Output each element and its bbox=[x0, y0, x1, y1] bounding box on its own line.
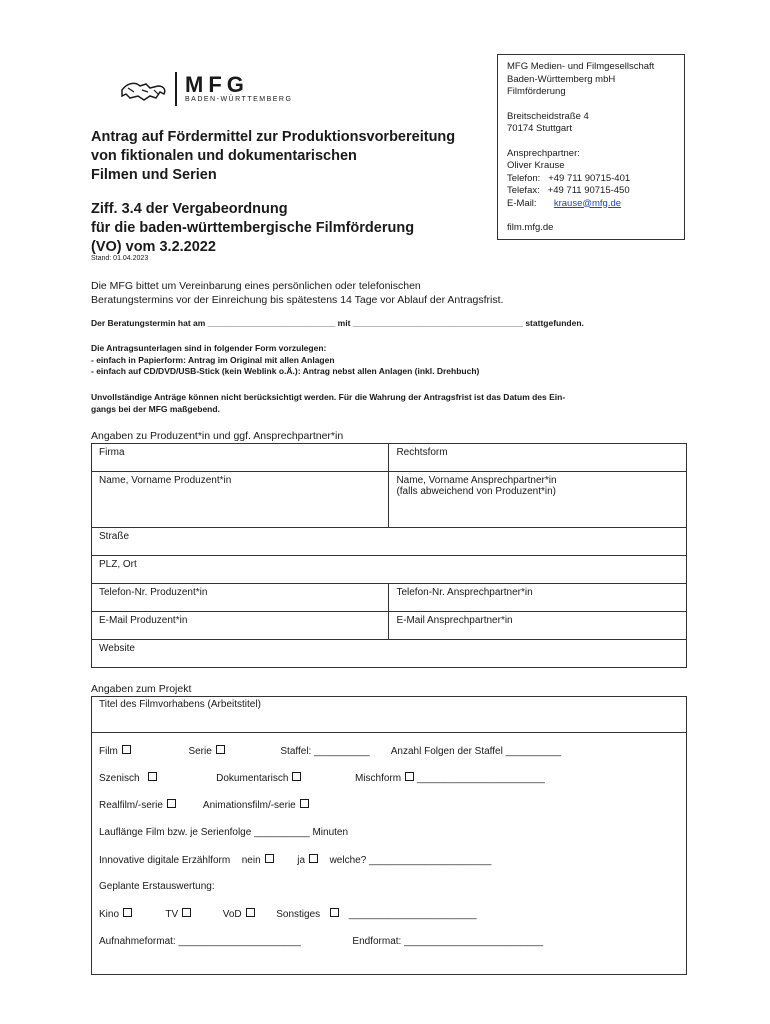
serie-label: Serie bbox=[188, 746, 212, 757]
form-subtitle bbox=[91, 200, 491, 257]
staffel-field[interactable]: Staffel: __________ bbox=[280, 746, 370, 757]
mail-ansprechpartner-field[interactable] bbox=[389, 612, 687, 640]
tel-produzent-field[interactable] bbox=[92, 584, 389, 612]
tv-label: TV bbox=[165, 909, 179, 920]
erstauswertung-label: Geplante Erstauswertung: bbox=[99, 881, 215, 892]
sonstiges-field[interactable]: _______________________ bbox=[348, 909, 477, 920]
org-line-3: Filmförderung bbox=[507, 86, 566, 97]
title-line-3: Filmen und Serien bbox=[91, 167, 217, 183]
form-title bbox=[91, 128, 491, 185]
intro-line-2: Beratungstermins vor der Einreichung bis spätestens 14 Tage vor Ablauf der Antragsfrist. bbox=[91, 294, 504, 306]
formate-row bbox=[99, 936, 543, 947]
strasse-field[interactable] bbox=[92, 528, 687, 556]
email-row bbox=[507, 198, 675, 211]
vod-label: VoD bbox=[222, 909, 242, 920]
vod-checkbox[interactable] bbox=[246, 908, 255, 917]
title-line-1: Antrag auf Fördermittel zur Produktionsvorbereitung bbox=[91, 129, 456, 145]
realfilm-label: Realfilm/-serie bbox=[99, 800, 163, 811]
nein-checkbox[interactable] bbox=[265, 854, 274, 863]
contact-name: Oliver Krause bbox=[507, 160, 565, 171]
welche-field[interactable]: welche? ______________________ bbox=[329, 855, 492, 866]
logo-mfg: MFG bbox=[185, 72, 249, 97]
kino-checkbox[interactable] bbox=[123, 908, 132, 917]
unvoll-line-2: gangs bei der MFG maßgebend. bbox=[91, 404, 220, 414]
email-label: E-Mail: bbox=[507, 197, 537, 209]
mfg-logo bbox=[120, 72, 320, 108]
produzent-heading: Angaben zu Produzent*in und ggf. Ansprechpartner*in bbox=[91, 430, 344, 442]
phone: Telefon: +49 711 90715-401 bbox=[507, 172, 631, 184]
projekt-heading: Angaben zum Projekt bbox=[91, 683, 192, 695]
sonstiges-checkbox[interactable] bbox=[330, 908, 339, 917]
name-produzent-field[interactable] bbox=[92, 472, 389, 528]
innovativ-row bbox=[99, 854, 491, 866]
strasse-label: Straße bbox=[99, 531, 130, 542]
format-row bbox=[99, 745, 561, 757]
name-produzent-label: Name, Vorname Produzent*in bbox=[99, 475, 232, 486]
website[interactable]: film.mfg.de bbox=[507, 222, 554, 233]
laufzeit-field[interactable]: Lauflänge Film bzw. je Serienfolge __________ Minuten bbox=[99, 827, 349, 838]
misch-label: Mischform bbox=[354, 773, 402, 784]
animation-checkbox[interactable] bbox=[300, 799, 309, 808]
mail-produzent-field[interactable] bbox=[92, 612, 389, 640]
misch-field[interactable]: _______________________ bbox=[416, 773, 545, 784]
tel-ansprechpartner-label: Telefon-Nr. Ansprechpartner*in bbox=[396, 587, 533, 598]
unterlagen-line-2: - einfach in Papierform: Antrag im Original mit allen Anlagen bbox=[91, 354, 335, 365]
firma-field[interactable] bbox=[92, 444, 389, 472]
folgen-field[interactable]: Anzahl Folgen der Staffel __________ bbox=[390, 746, 562, 757]
animation-label: Animationsfilm/-serie bbox=[202, 800, 296, 811]
produzent-table bbox=[91, 443, 687, 668]
rechtsform-field[interactable] bbox=[389, 444, 687, 472]
szenisch-label: Szenisch bbox=[99, 773, 140, 784]
unvoll-line-1: Unvollständige Anträge können nicht berücksichtigt werden. Für die Wahrung der Antragsfrist ist das Datum des Ein- bbox=[91, 392, 566, 402]
plz-field[interactable] bbox=[92, 556, 687, 584]
stand-date: Stand: 01.04.2023 bbox=[91, 255, 149, 262]
city: 70174 Stuttgart bbox=[507, 123, 572, 134]
aufnahmeformat-field[interactable]: Aufnahmeformat: ______________________ bbox=[99, 936, 301, 947]
email-link[interactable]: krause@mfg.de bbox=[553, 197, 622, 209]
firma-label: Firma bbox=[99, 447, 125, 458]
name-ansprechpartner-label: Name, Vorname Ansprechpartner*in bbox=[396, 475, 557, 486]
projekt-divider bbox=[92, 732, 686, 733]
website-label: Website bbox=[99, 643, 135, 654]
lion-icon bbox=[120, 76, 168, 106]
logo-divider bbox=[175, 72, 177, 106]
serie-checkbox[interactable] bbox=[216, 745, 225, 754]
fax: Telefax: +49 711 90715-450 bbox=[507, 185, 630, 196]
beratungstermin-line[interactable]: Der Beratungstermin hat am ___________________________ mit ____________________________________ stattgefunden. bbox=[91, 318, 584, 328]
website-field[interactable] bbox=[92, 640, 687, 668]
name-ansprechpartner-field[interactable] bbox=[389, 472, 687, 528]
innovativ-label: Innovative digitale Erzählform bbox=[99, 855, 231, 866]
plz-label: PLZ, Ort bbox=[99, 559, 137, 570]
logo-region: BADEN-WÜRTTEMBERG bbox=[185, 96, 293, 103]
unterlagen-line-3: - einfach auf CD/DVD/USB-Stick (kein Weblink o.Ä.): Antrag nebst allen Anlagen (inkl. Drehbuch) bbox=[91, 366, 480, 376]
intro-line-1: Die MFG bittet um Vereinbarung eines persönlichen oder telefonischen bbox=[91, 280, 421, 292]
unvollstaendig-info bbox=[91, 391, 681, 415]
film-checkbox[interactable] bbox=[122, 745, 131, 754]
realfilm-checkbox[interactable] bbox=[167, 799, 176, 808]
doku-checkbox[interactable] bbox=[292, 772, 301, 781]
org-line-1: MFG Medien- und Filmgesellschaft bbox=[507, 61, 655, 72]
auswertung-row bbox=[99, 908, 477, 920]
endformat-field[interactable]: Endformat: _________________________ bbox=[352, 936, 544, 947]
rechtsform-label: Rechtsform bbox=[396, 447, 448, 458]
tv-checkbox[interactable] bbox=[182, 908, 191, 917]
antragsunterlagen-info bbox=[91, 343, 691, 378]
address-box bbox=[497, 54, 685, 240]
tel-ansprechpartner-field[interactable] bbox=[389, 584, 687, 612]
ja-checkbox[interactable] bbox=[309, 854, 318, 863]
org-line-2: Baden-Württemberg mbH bbox=[507, 73, 616, 85]
subtitle-line-1: Ziff. 3.4 der Vergabeordnung bbox=[91, 201, 288, 217]
titel-field[interactable]: Titel des Filmvorhabens (Arbeitstitel) bbox=[99, 699, 261, 710]
name-ansprechpartner-note: (falls abweichend von Produzent*in) bbox=[396, 486, 556, 497]
intro-text bbox=[91, 279, 691, 307]
projekt-box bbox=[91, 696, 687, 975]
art-row bbox=[99, 799, 309, 811]
mail-ansprechpartner-label: E-Mail Ansprechpartner*in bbox=[396, 615, 513, 626]
szenisch-checkbox[interactable] bbox=[148, 772, 157, 781]
misch-checkbox[interactable] bbox=[405, 772, 414, 781]
film-label: Film bbox=[99, 746, 118, 757]
subtitle-line-3: (VO) vom 3.2.2022 bbox=[91, 239, 216, 255]
contact-label: Ansprechpartner: bbox=[507, 147, 580, 159]
kino-label: Kino bbox=[99, 909, 120, 920]
nein-label: nein bbox=[241, 855, 261, 866]
subtitle-line-2: für die baden-württembergische Filmförderung bbox=[91, 220, 415, 236]
doku-label: Dokumentarisch bbox=[216, 773, 289, 784]
mail-produzent-label: E-Mail Produzent*in bbox=[99, 615, 188, 626]
sonstiges-label: Sonstiges bbox=[276, 909, 321, 920]
genre-row bbox=[99, 772, 545, 784]
tel-produzent-label: Telefon-Nr. Produzent*in bbox=[99, 587, 208, 598]
unterlagen-line-1: Die Antragsunterlagen sind in folgender Form vorzulegen: bbox=[91, 343, 327, 353]
ja-label: ja bbox=[297, 855, 306, 866]
street: Breitscheidstraße 4 bbox=[507, 110, 589, 122]
title-line-2: von fiktionalen und dokumentarischen bbox=[91, 148, 357, 164]
